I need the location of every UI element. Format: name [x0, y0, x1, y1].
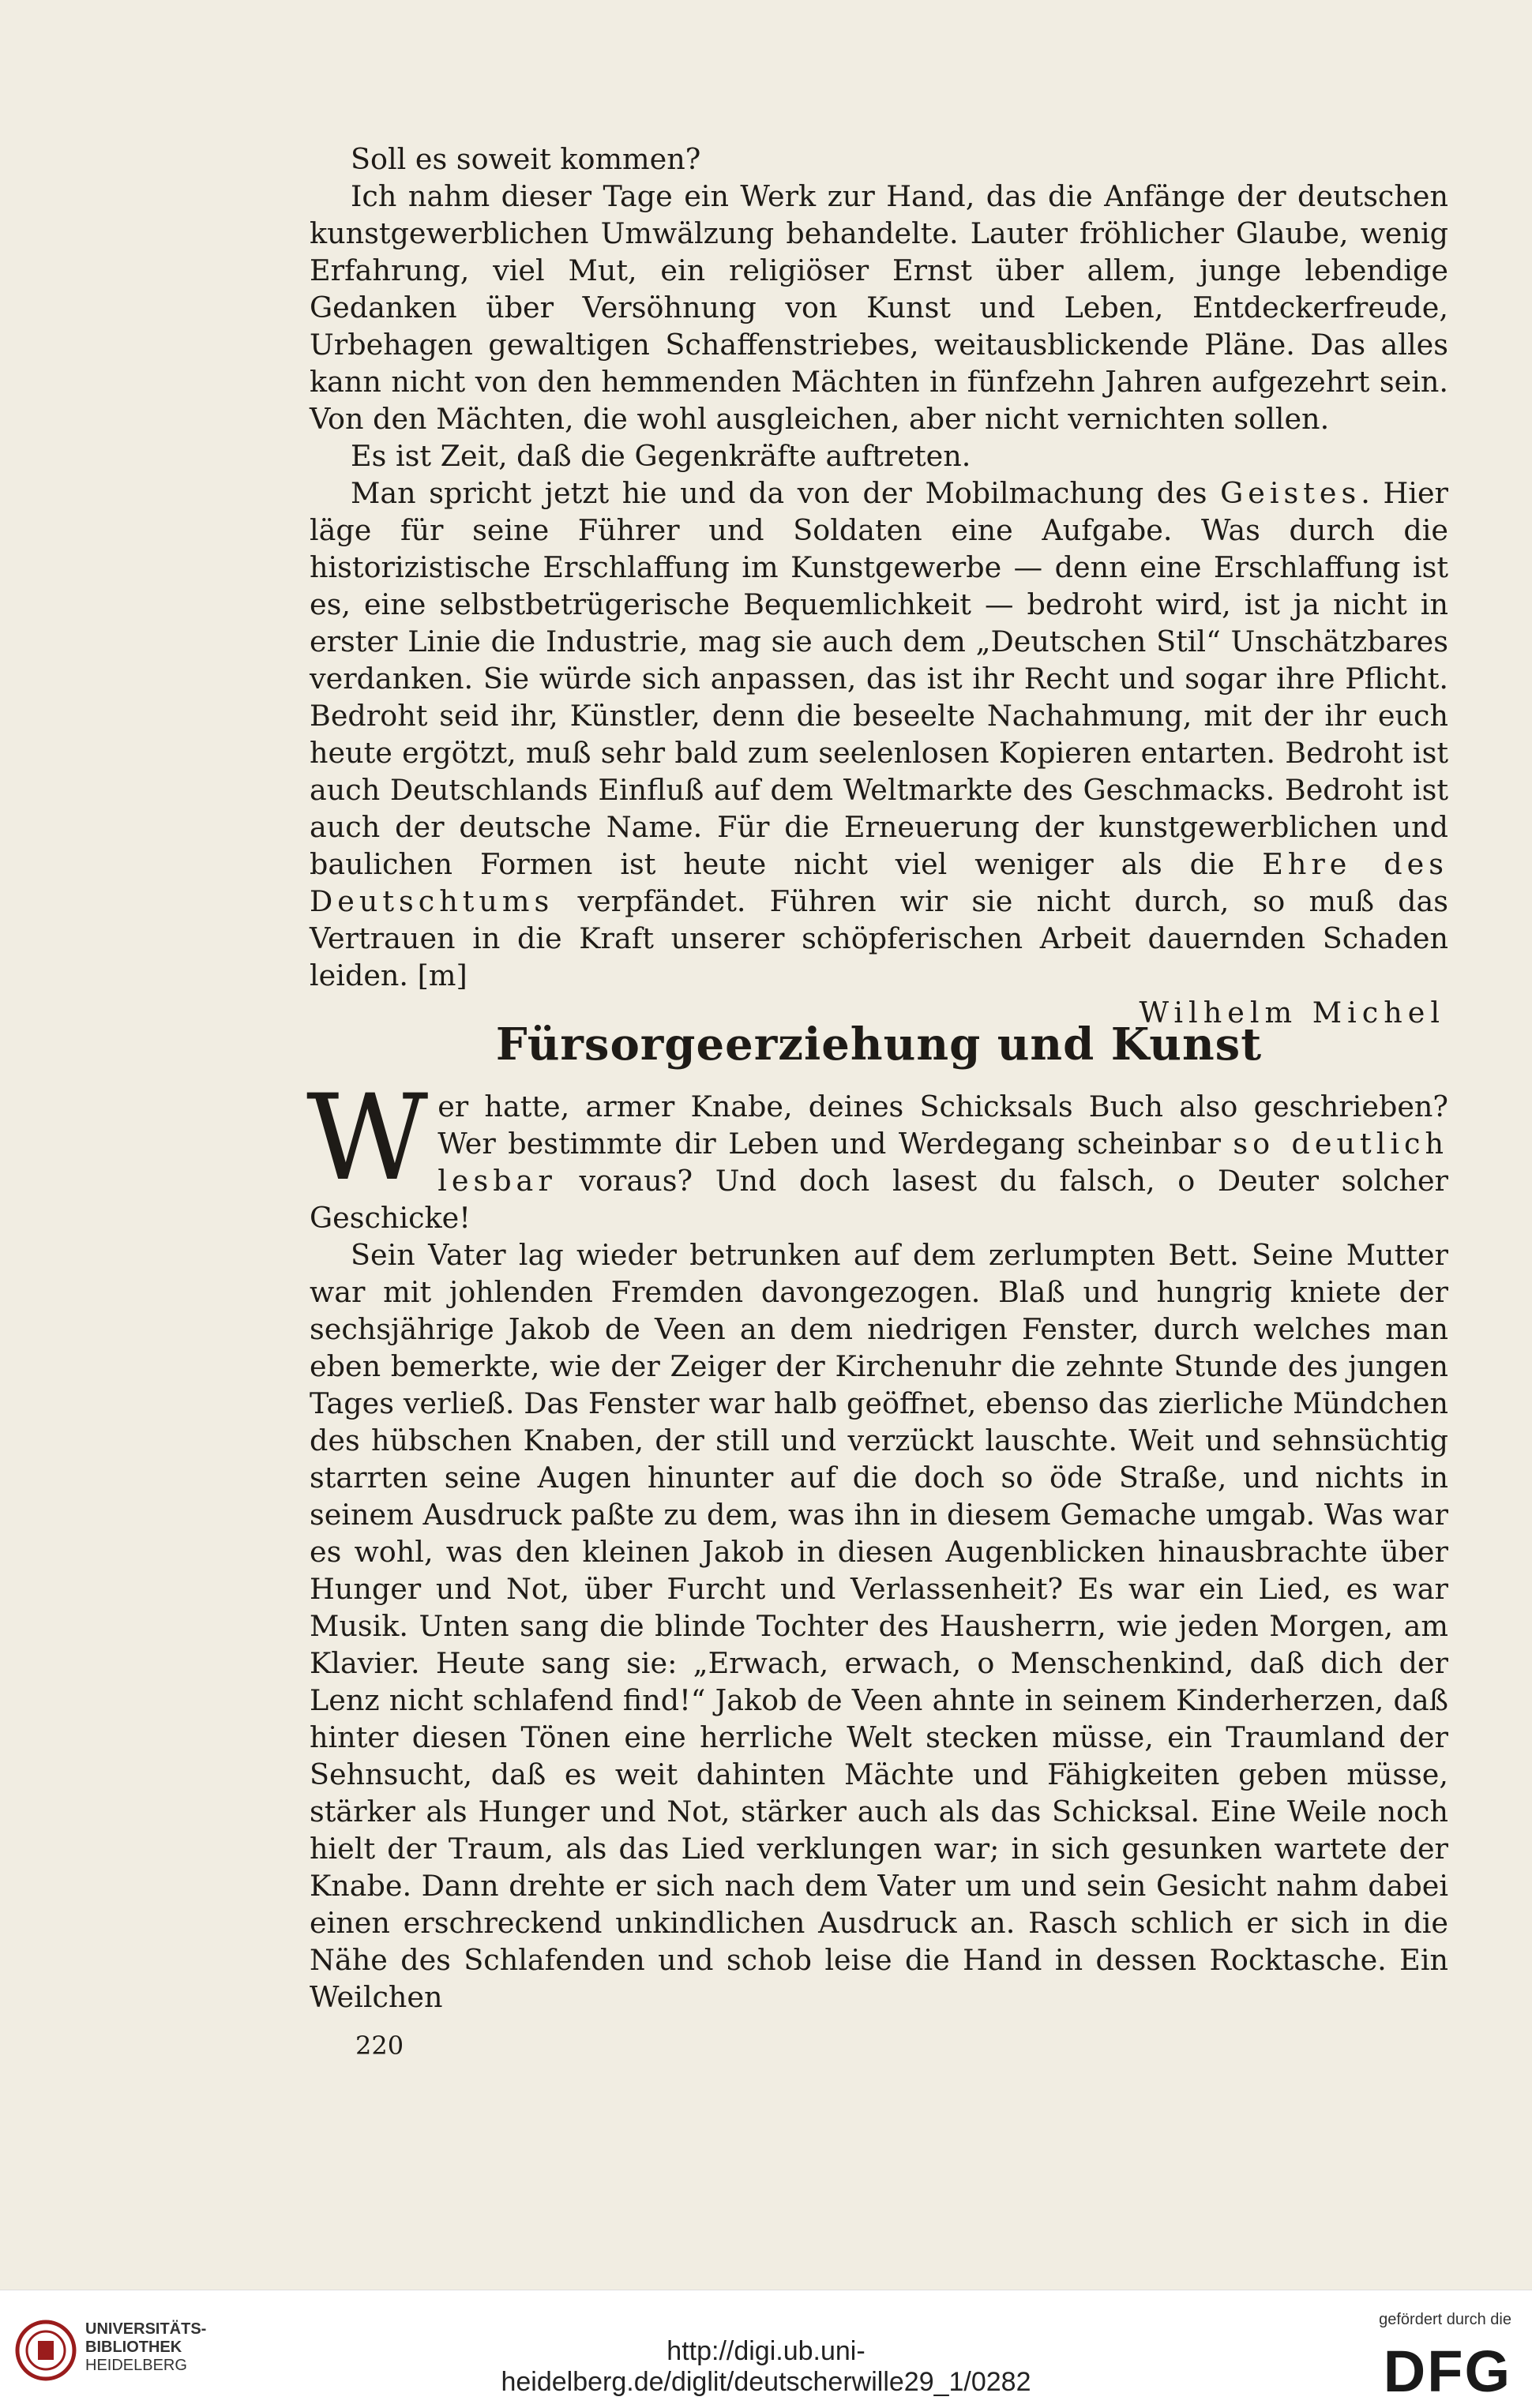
- paragraph-mobilmachung: [310, 474, 1448, 994]
- university-seal-icon: [14, 2319, 77, 2382]
- institution-line-2: BIBLIOTHEK: [85, 2339, 182, 2356]
- article-main-text: [306, 1070, 1448, 2016]
- paragraph-mobilmachung-part-2: . Hier läge für seine Führer und Soldaten eine Aufgabe. Was durch die historizistische Erschlaffung im Kunstgewerbe — denn eine Erschlaffung ist es, eine selbstbetrügerische Bequemlichkeit — bedroht wird, ist ja nicht in erster Linie die Industrie, mag sie auch dem „Deutschen Stil“ Unschätzbares verdanken. Sie würde sich anpassen, das ist ihr Recht und sogar ihre Pflicht. Bedroht seid ihr, Künstler, denn die beseelte Nachahmung, mit der ihr euch heute ergötzt, muß sehr bald zum seelenlosen Kopieren entarten. Bedroht ist auch Deutschlands Einfluß auf dem Weltmarkte des Geschmacks. Bedroht ist auch der deutsche Name. Für die Erneuerung der kunstgewerblichen und baulichen Formen ist heute nicht viel weniger als die: [310, 476, 1448, 881]
- drop-cap: W: [306, 1070, 429, 1207]
- sponsor-note: gefördert durch die: [1379, 2311, 1511, 2328]
- paragraph-mobilmachung-part-1: Man spricht jetzt hie und da von der Mobilmachung des: [351, 476, 1221, 510]
- opening-paragraph-part-2: voraus? Und doch lasest du falsch, o Deuter solcher Geschicke!: [310, 1164, 1448, 1235]
- spaced-phrase-ehre: Ehre des Deutschtums: [310, 847, 1449, 918]
- paragraph-vater: Sein Vater lag wieder betrunken auf dem zerlumpten Bett. Seine Mutter war mit johlenden Fremden davongezogen. Blaß und hungrig kniete der sechsjährige Jakob de Veen an dem niedrigen Fenster, durch welches man eben bemerkte, wie der Zeiger der Kirchenuhr die zehnte Stunde des jungen Tages verließ. Das Fenster war halb geöffnet, ebenso das zierliche Mündchen des hübschen Knaben, der still und verzückt lauschte. Weit und sehnsüchtig starrten seine Augen hinunter auf die doch so öde Straße, und nichts in seinem Ausdruck paßte zu dem, was ihn in diesem Gemache umgab. Was war es wohl, was den kleinen Jakob in diesen Augenblicken hinausbrachte über Hunger und Not, über Furcht und Verlassenheit? Es war ein Lied, es war Musik. Unten sang die blinde Tochter des Hausherrn, wie jeden Morgen, am Klavier. Heute sang sie: „Erwach, erwach, o Menschenkind, daß dich der Lenz nicht schlafend find!“ Jakob de Veen ahnte in seinem Kinderherzen, daß hinter diesen Tönen eine herrliche Welt stecken müsse, ein Traumland der Sehnsucht, daß es weit dahinten Mächte und Fähigkeiten geben müsse, stärker als Hunger und Not, stärker auch als das Schicksal. Eine Weile noch hielt der Traum, als das Lied verklungen war; in sich gesunken wartete der Knabe. Dann drehte er sich nach dem Vater um und sein Gesicht nahm dabei einen erschreckend unkindlichen Ausdruck an. Rasch schlich er sich in die Nähe des Schlafenden und schob leise die Hand in dessen Rocktasche. Ein Weilchen: [310, 1238, 1448, 2014]
- document-url-link[interactable]: http://digi.ub.uni-heidelberg.de/diglit/deutscherwille29_1/0282: [501, 2336, 1031, 2397]
- institution-line-1: UNIVERSITÄTS-: [85, 2320, 207, 2338]
- paragraph-zeit: Es ist Zeit, daß die Gegenkräfte auftreten.: [351, 439, 971, 473]
- opening-paragraph-part-1: er hatte, armer Knabe, deines Schicksals Buch also geschrieben? Wer bestimmte dir Leben und Werdegang scheinbar: [437, 1090, 1448, 1161]
- institution-line-3: HEIDELBERG: [85, 2357, 187, 2374]
- institution-name: [85, 2320, 206, 2375]
- page-number: 220: [355, 2031, 404, 2061]
- paragraph-mobilmachung-part-3: verpfändet. Führen wir sie nicht durch, so muß das Vertrauen in die Kraft unserer schöpferischen Arbeit dauernden Schaden leiden. [m]: [310, 884, 1448, 992]
- spaced-phrase-deutlich: so deutlich lesbar: [437, 1127, 1448, 1198]
- article-heading: Fürsorgeerziehung und Kunst: [495, 1018, 1263, 1071]
- paragraph-werk: Ich nahm dieser Tage ein Werk zur Hand, das die Anfänge der deutschen kunstgewerblichen Umwälzung behandelte. Lauter fröhlicher Glaube, wenig Erfahrung, viel Mut, ein religiöser Ernst über allem, junge lebendige Gedanken über Versöhnung von Kunst und Leben, Entdeckerfreude, Urbehagen gewaltigen Schaffenstriebes, weitausblickende Pläne. Das alles kann nicht von den hemmenden Mächten in fünfzehn Jahren aufgezehrt sein. Von den Mächten, die wohl ausgleichen, aber nicht vernichten sollen.: [310, 179, 1448, 436]
- author-signature: Wilhelm Michel: [1139, 996, 1445, 1030]
- viewer-footer: [0, 2290, 1532, 2408]
- sponsor-logo: DFG: [1383, 2339, 1511, 2404]
- spaced-word-geistes: Geistes: [1220, 476, 1361, 510]
- article-top-text: [310, 141, 1448, 1031]
- opening-paragraph: [306, 1070, 1448, 1236]
- paragraph-question: Soll es soweit kommen?: [351, 142, 701, 176]
